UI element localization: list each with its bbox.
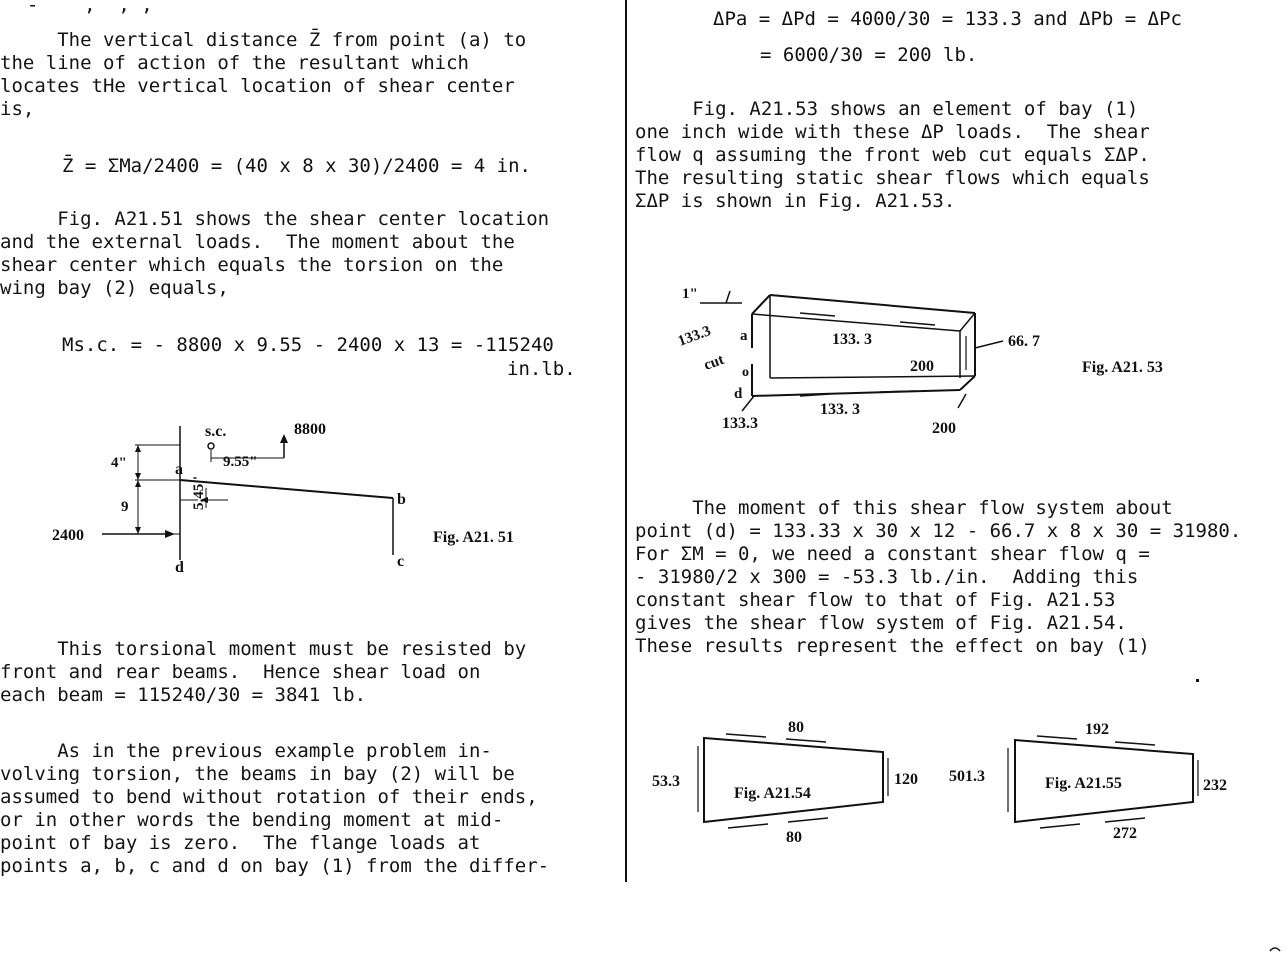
fig53-bottom-left-load: 133.3 — [722, 415, 758, 432]
fig54-bottom: 80 — [786, 829, 802, 846]
fig54-caption: Fig. A21.54 — [734, 785, 811, 802]
equation-moment-units: in.lb. — [507, 358, 576, 380]
fig53-right-load: 66. 7 — [1008, 333, 1040, 350]
fig51-dim-955: 9.55" — [223, 454, 258, 470]
fig55-left: 501.3 — [949, 768, 985, 785]
column-divider — [625, 0, 627, 882]
fig51-point-b: b — [397, 491, 406, 508]
clipped-top-line: - , , , — [4, 0, 153, 16]
fig51-point-c: c — [397, 553, 405, 570]
fig51-dim-9: 9 — [121, 499, 129, 515]
fig53-caption: Fig. A21. 53 — [1082, 359, 1163, 376]
fig51-dim-4: 4" — [111, 455, 127, 471]
fig51-point-a: a — [175, 461, 183, 478]
fig53-bottom-right-load: 200 — [932, 420, 956, 437]
paragraph-previous-example: As in the previous example problem in- volving torsion, the beams in bay (2) will be assumed to bend without rotation of their ends, or in other words the bending moment at mid- point of bay is zero. The flange loads at points a, b, c and d on bay (1) from the differ- — [0, 740, 550, 877]
fig53-point-o: o — [742, 365, 749, 380]
figure-a21-54 — [648, 714, 938, 849]
fig53-one-inch: 1" — [682, 286, 698, 302]
fig55-caption: Fig. A21.55 — [1045, 775, 1122, 792]
fig54-right: 120 — [894, 771, 918, 788]
fig53-left-load: 133.3 — [675, 323, 714, 350]
paragraph-shear-flow-moment: The moment of this shear flow system about point (d) = 133.33 x 30 x 12 - 66.7 x 8 x 30 = 31980. For ΣM = 0, we need a constant shear flow q = - 31980/2 x 300 = -53.3 lb./in. Adding this constant shear flow to that of Fig. A21.53 gives the shear flow system of Fig. A21.54. These results represent the effect on bay (1) — [635, 497, 1242, 657]
page-corner-mark — [1268, 943, 1282, 955]
fig55-bottom: 272 — [1113, 825, 1137, 842]
equation-moment-sc: Ms.c. = - 8800 x 9.55 - 2400 x 13 = -115240 — [62, 334, 554, 356]
fig51-load-2400-label: 2400 — [52, 527, 84, 544]
speck — [1196, 679, 1199, 682]
fig51-load-8800-label: 8800 — [294, 421, 326, 438]
fig51-point-d: d — [175, 559, 184, 576]
figure-a21-53 — [670, 278, 1230, 443]
figure-a21-51 — [40, 410, 580, 580]
fig54-top: 80 — [788, 719, 804, 736]
paragraph-shear-center: Fig. A21.51 shows the shear center location and the external loads. The moment about the shear center which equals the torsion on the wing bay (2) equals, — [0, 208, 550, 299]
paragraph-vertical-distance: The vertical distance Z̄ from point (a) to the line of action of the resultant which locates tHe vertical location of shear center is, — [0, 29, 527, 120]
fig53-point-a: a — [740, 328, 748, 344]
fig51-caption: Fig. A21. 51 — [433, 529, 514, 546]
fig51-shear-center-marker — [208, 443, 214, 449]
figure-a21-55 — [945, 714, 1245, 849]
paragraph-torsional-moment: This torsional moment must be resisted by front and rear beams. Hence shear load on each beam = 115240/30 = 3841 lb. — [0, 638, 527, 706]
fig53-top-flow: 133. 3 — [832, 331, 872, 348]
fig53-web-flow: 200 — [910, 358, 934, 375]
fig53-bottom-flow: 133. 3 — [820, 401, 860, 418]
fig51-dim-545: 5.45" — [191, 475, 207, 510]
equation-zbar: Z̄ = ΣMa/2400 = (40 x 8 x 30)/2400 = 4 in. — [62, 155, 531, 177]
equation-delta-p-cont: = 6000/30 = 200 lb. — [760, 44, 978, 66]
fig53-point-d: d — [734, 386, 743, 402]
fig55-top: 192 — [1085, 721, 1109, 738]
equation-delta-p: ΔPa = ΔPd = 4000/30 = 133.3 and ΔPb = ΔPc — [713, 8, 1182, 30]
fig51-sc-label: s.c. — [205, 423, 227, 440]
fig55-right: 232 — [1203, 777, 1227, 794]
fig54-cell — [704, 738, 883, 822]
paragraph-fig-a21-53: Fig. A21.53 shows an element of bay (1) one inch wide with these ΔP loads. The shear flow q assuming the front web cut equals ΣΔP. The resulting static shear flows which equals ΣΔP is shown in Fig. A21.53. — [635, 98, 1150, 212]
fig54-left: 53.3 — [652, 773, 680, 790]
fig53-cut-label: cut — [701, 351, 727, 374]
fig51-top-flange — [180, 480, 393, 498]
